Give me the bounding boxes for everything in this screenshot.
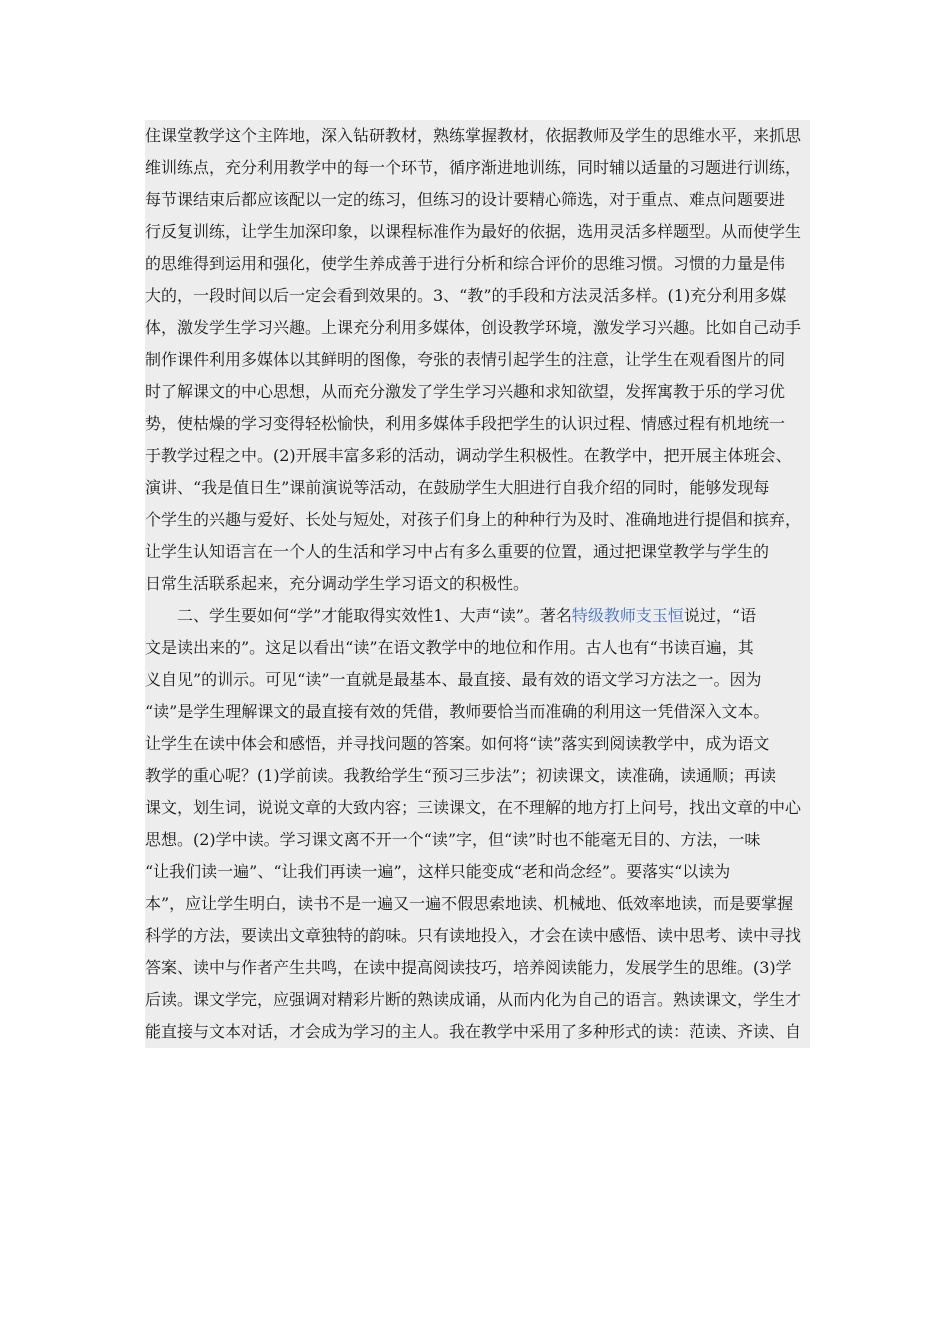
text-segment: 二、学生要如何“学”才能取得实效性1、大声“读”。著名: [177, 606, 572, 625]
text-line: 日常生活联系起来，充分调动学生学习语文的积极性。: [145, 568, 810, 600]
text-line: 文是读出来的”。这足以看出“读”在语文教学中的地位和作用。古人也有“书读百遍，其: [145, 632, 810, 664]
text-line: 的思维得到运用和强化，使学生养成善于进行分析和综合评价的思维习惯。习惯的力量是伟: [145, 248, 810, 280]
text-line: 大的，一段时间以后一定会看到效果的。3、“教”的手段和方法灵活多样。(1)充分利用多媒: [145, 280, 810, 312]
text-segment: 说过，“语: [683, 606, 757, 625]
text-line: 演讲、“我是值日生”课前演说等活动，在鼓励学生大胆进行自我介绍的同时，能够发现每: [145, 472, 810, 504]
paragraph-1: [145, 120, 810, 600]
text-line: 能直接与文本对话，才会成为学习的主人。我在教学中采用了多种形式的读：范读、齐读、自: [145, 1016, 810, 1048]
text-line: “读”是学生理解课文的最直接有效的凭借，教师要恰当而准确的利用这一凭借深入文本。: [145, 696, 810, 728]
teacher-name-link[interactable]: 特级教师支玉恒: [571, 606, 684, 625]
text-line: 维训练点，充分利用教学中的每一个环节，循序渐进地训练，同时辅以适量的习题进行训练，: [145, 152, 810, 184]
text-line: 于教学过程之中。(2)开展丰富多彩的活动，调动学生积极性。在教学中，把开展主体班会、: [145, 440, 810, 472]
text-line: 体，激发学生学习兴趣。上课充分利用多媒体，创设教学环境，激发学习兴趣。比如自己动手: [145, 312, 810, 344]
text-line: 住课堂教学这个主阵地，深入钻研教材，熟练掌握教材，依据教师及学生的思维水平，来抓思: [145, 120, 810, 152]
text-line: 本”，应让学生明白，读书不是一遍又一遍不假思索地读、机械地、低效率地读，而是要掌握: [145, 888, 810, 920]
text-line: 时了解课文的中心思想，从而充分激发了学生学习兴趣和求知欲望，发挥寓教于乐的学习优: [145, 376, 810, 408]
text-line: 答案、读中与作者产生共鸣，在读中提高阅读技巧，培养阅读能力，发展学生的思维。(3)学: [145, 952, 810, 984]
text-line: 个学生的兴趣与爱好、长处与短处，对孩子们身上的种种行为及时、准确地进行提倡和摈弃，: [145, 504, 810, 536]
body-text: [145, 120, 810, 1048]
text-line: “让我们读一遍”、“让我们再读一遍”，这样只能变成“老和尚念经”。要落实“以读为: [145, 856, 810, 888]
text-line: 义自见”的训示。可见“读”一直就是最基本、最直接、最有效的语文学习方法之一。因为: [145, 664, 810, 696]
text-line: 制作课件利用多媒体以其鲜明的图像，夸张的表情引起学生的注意，让学生在观看图片的同: [145, 344, 810, 376]
text-line: 科学的方法，要读出文章独特的韵味。只有读地投入，才会在读中感悟、读中思考、读中寻找: [145, 920, 810, 952]
paragraph-2: [145, 600, 810, 1048]
text-line: 课文，划生词，说说文章的大致内容；三读课文，在不理解的地方打上问号，找出文章的中心: [145, 792, 810, 824]
text-line: 势，使枯燥的学习变得轻松愉快，利用多媒体手段把学生的认识过程、情感过程有机地统一: [145, 408, 810, 440]
text-line: 每节课结束后都应该配以一定的练习，但练习的设计要精心筛选，对于重点、难点问题要进: [145, 184, 810, 216]
text-line: 让学生在读中体会和感悟，并寻找问题的答案。如何将“读”落实到阅读教学中，成为语文: [145, 728, 810, 760]
text-line: 思想。(2)学中读。学习课文离不开一个“读”字，但“读”时也不能毫无目的、方法，一味: [145, 824, 810, 856]
text-line: 行反复训练，让学生加深印象，以课程标准作为最好的依据，选用灵活多样题型。从而使学生: [145, 216, 810, 248]
paragraph-2-first-line: [145, 600, 810, 632]
text-line: 后读。课文学完，应强调对精彩片断的熟读成诵，从而内化为自己的语言。熟读课文，学生才: [145, 984, 810, 1016]
text-line: 教学的重心呢？(1)学前读。我教给学生“预习三步法”；初读课文，读准确，读通顺；再读: [145, 760, 810, 792]
text-line: 让学生认知语言在一个人的生活和学习中占有多么重要的位置，通过把课堂教学与学生的: [145, 536, 810, 568]
